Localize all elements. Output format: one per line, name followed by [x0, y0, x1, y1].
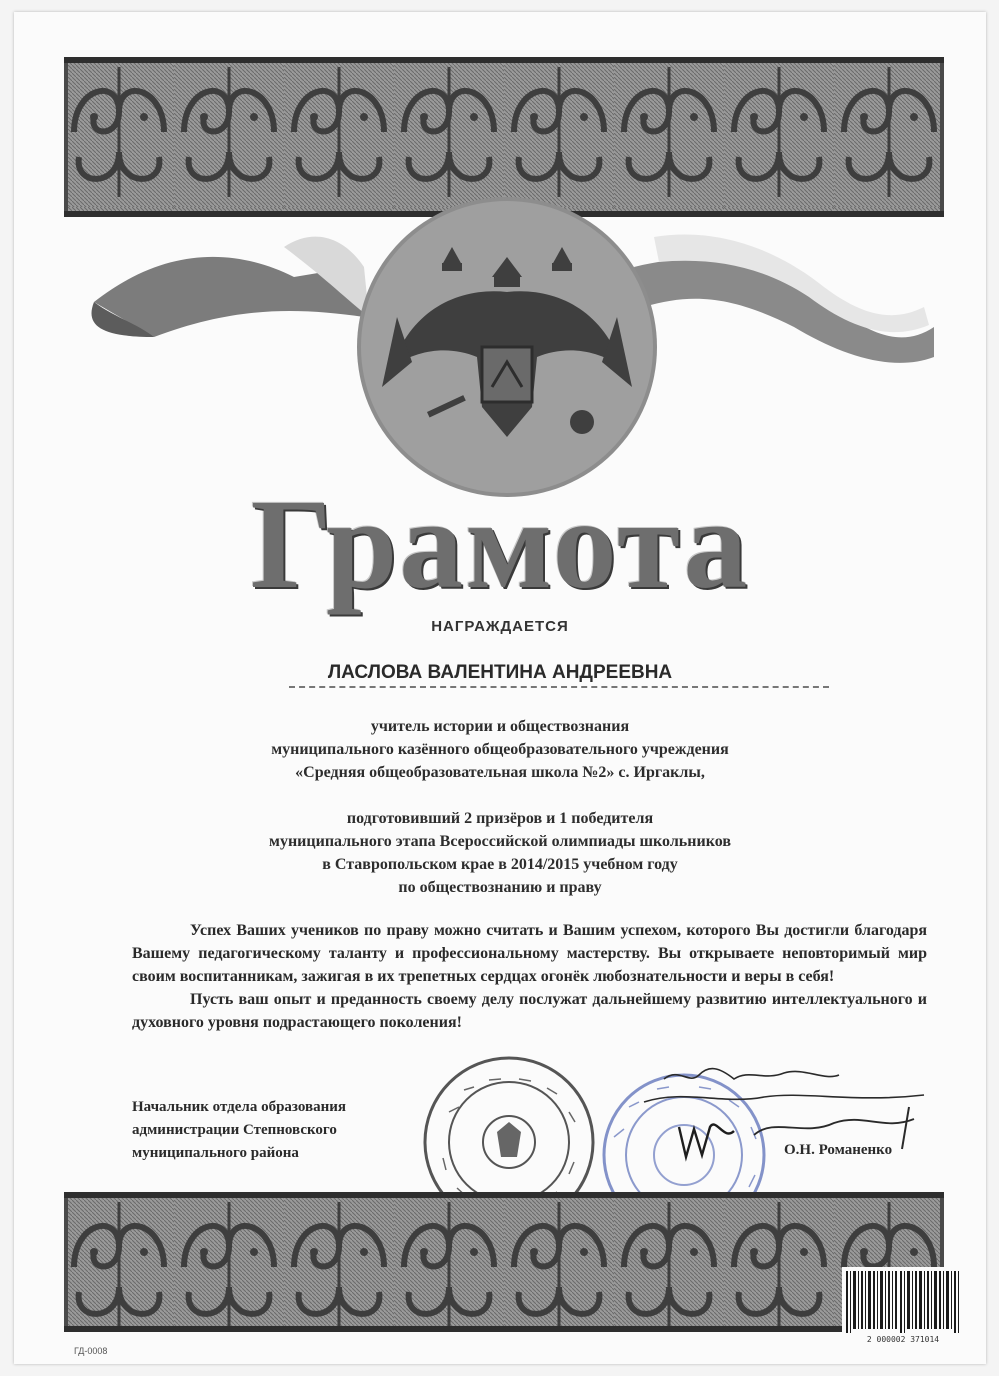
top-ornament-border	[64, 57, 944, 217]
position-line: учитель истории и обществознания	[370, 718, 630, 735]
awarded-label: НАГРАЖДАЕТСЯ	[431, 618, 569, 635]
congratulation-text	[132, 919, 927, 1034]
certificate-page	[14, 12, 986, 1364]
recipient-name: ЛАСЛОВА ВАЛЕНТИНА АНДРЕЕВНА	[327, 662, 673, 683]
form-code: ГД-0008	[74, 1346, 108, 1356]
position-line: «Средняя общеобразовательная школа №2» с. Иргаклы,	[295, 764, 705, 781]
handwritten-signature	[624, 1057, 944, 1177]
certificate-title: Грамота	[250, 473, 750, 615]
bottom-ornament-border	[64, 1192, 944, 1332]
achievement-block	[14, 807, 986, 899]
signatory-name: О.Н. Романенко	[784, 1142, 893, 1158]
signatory-line: администрации Степновского	[132, 1122, 337, 1138]
signatory-line: муниципального района	[132, 1145, 299, 1161]
paragraph: Успех Ваших учеников по праву можно считать и Вашим успехом, которого Вы достигли благодаря Вашему педагогическому таланту и профессиональному мастерству. Вы открываете неповторимый мир своим воспитанникам, зажигая в их трепетных сердцах огонёк любознательности и веры в себя!	[132, 922, 927, 985]
achievement-line: муниципального этапа Всероссийской олимпиады школьников	[269, 833, 731, 850]
position-line: муниципального казённого общеобразовательного учреждения	[271, 741, 729, 758]
paragraph: Пусть ваш опыт и преданность своему делу послужат дальнейшему развитию интеллектуального и духовного уровня подрастающего поколения!	[132, 991, 927, 1031]
achievement-line: подготовивший 2 призёров и 1 победителя	[346, 810, 654, 827]
position-block	[14, 715, 986, 784]
signatory-title	[132, 1096, 346, 1165]
signatory-line: Начальник отдела образования	[132, 1099, 346, 1115]
achievement-line: по обществознанию и праву	[398, 879, 602, 896]
recipient-underline	[289, 686, 829, 688]
barcode-icon	[842, 1267, 964, 1337]
coat-of-arms-emblem	[342, 197, 672, 497]
achievement-line: в Ставропольском крае в 2014/2015 учебном году	[322, 856, 678, 873]
barcode-number: 2 000002 371014	[866, 1335, 940, 1344]
